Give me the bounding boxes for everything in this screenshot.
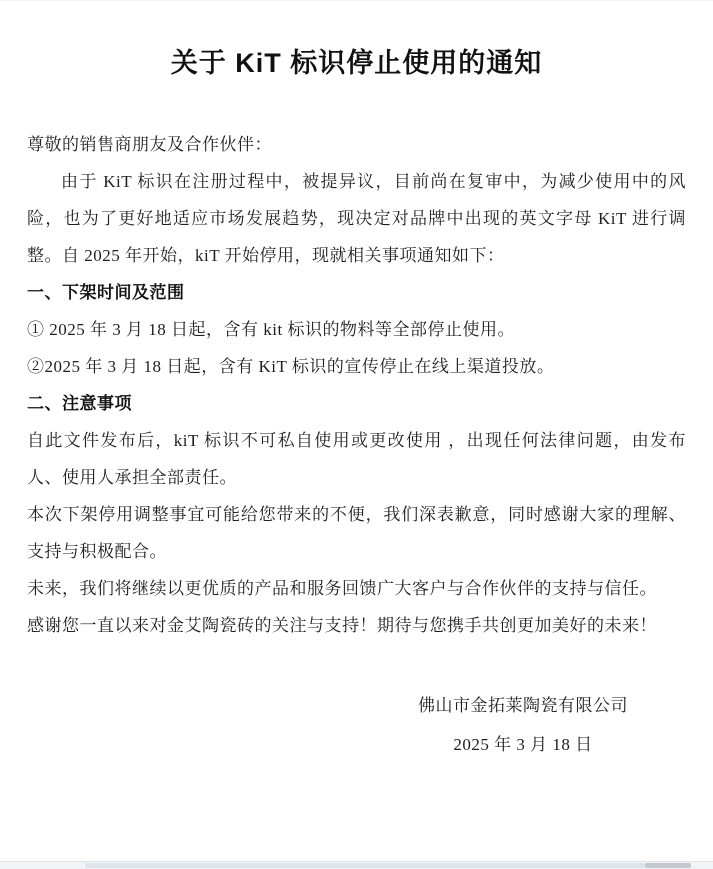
signature-date: 2025 年 3 月 18 日 xyxy=(453,735,593,754)
company-name: 佛山市金拓莱陶瓷有限公司 xyxy=(418,696,628,715)
notice-paragraph-thanks: 感谢您一直以来对金艾陶瓷砖的关注与支持！期待与您携手共创更加美好的未来！ xyxy=(27,616,657,635)
salutation: 尊敬的销售商朋友及合作伙伴： xyxy=(27,135,272,154)
intro-paragraph: 由于 KiT 标识在注册过程中，被提异议，目前尚在复审中，为减少使用中的风险，也为了更好地适应市场发展趋势，现决定对品牌中出现的英文字母 KiT 进行调整。自 2025 年开始，kiT 开始停用，现就相关事项通知如下： xyxy=(27,172,686,265)
notice-paragraph-future: 未来，我们将继续以更优质的产品和服务回馈广大客户与合作伙伴的支持与信任。 xyxy=(27,579,657,598)
page-title: 关于 KiT 标识停止使用的通知 xyxy=(170,48,543,78)
scrollbar-thumb[interactable] xyxy=(645,863,691,868)
list-item-1: ① 2025 年 3 月 18 日起，含有 kit 标识的物料等全部停止使用。 xyxy=(27,320,515,339)
scrollbar-band xyxy=(85,863,645,868)
list-item-2: ②2025 年 3 月 18 日起，含有 KiT 标识的宣传停止在线上渠道投放。 xyxy=(27,357,555,376)
notice-paragraph-apology: 本次下架停用调整事宜可能给您带来的不便，我们深表歉意，同时感谢大家的理解、支持与积极配合。 xyxy=(27,505,686,561)
signature-block xyxy=(418,686,628,764)
notice-paragraph-liability: 自此文件发布后，kiT 标识不可私自使用或更改使用 ，出现任何法律问题，由发布人、使用人承担全部责任。 xyxy=(27,431,686,487)
section-heading-1: 一、下架时间及范围 xyxy=(27,283,185,302)
section-heading-2: 二、注意事项 xyxy=(27,394,132,413)
notice-page xyxy=(0,1,713,862)
document-body xyxy=(27,126,686,644)
